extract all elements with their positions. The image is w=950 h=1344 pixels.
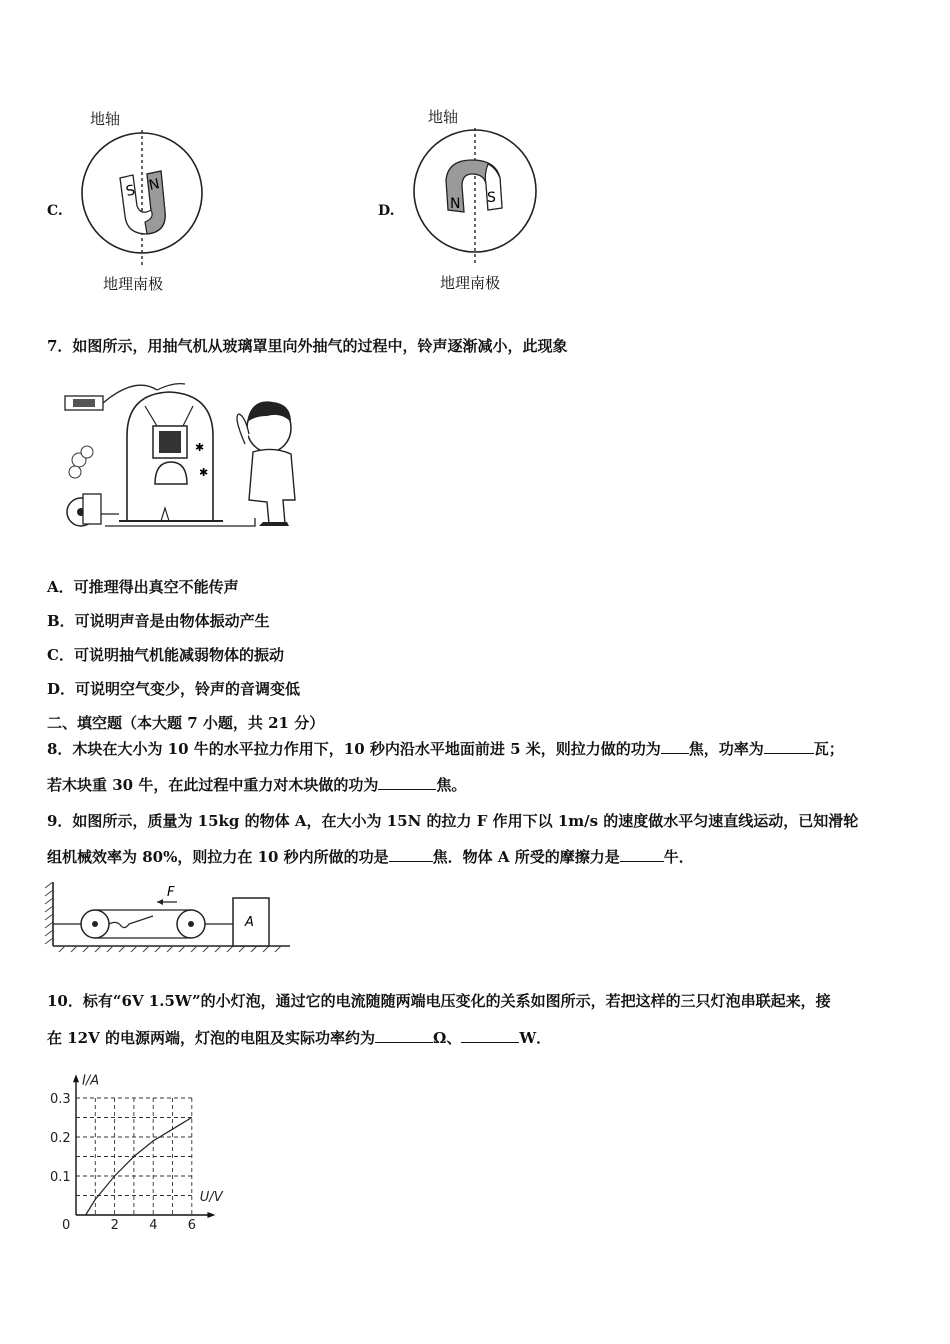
iu-chart bbox=[40, 1062, 250, 1232]
block-a-label: A bbox=[245, 915, 254, 930]
x-tick-label: 4 bbox=[149, 1218, 158, 1232]
option-c-globe-figure bbox=[75, 130, 215, 270]
q7-stem: 7．如图所示，用抽气机从玻璃罩里向外抽气的过程中，铃声逐渐减小，此现象 bbox=[47, 337, 568, 355]
section-2-heading: 二、填空题（本大题 7 小题，共 21 分） bbox=[47, 714, 325, 732]
x-axis-arrow bbox=[207, 1212, 215, 1218]
q9-blank-work bbox=[389, 847, 433, 862]
magnet-left-pole: N bbox=[450, 196, 461, 212]
x-tick-label: 6 bbox=[187, 1218, 197, 1232]
magnet-right-pole: N bbox=[147, 176, 162, 194]
q8-line-1: 8．木块在大小为 10 牛的水平拉力作用下，10 秒内沿水平地面前进 5 米，则拉力做的功为 焦，功率为 瓦； bbox=[47, 740, 844, 758]
q9-pulley-figure bbox=[45, 880, 295, 956]
x-axis-label: U/V bbox=[199, 1190, 223, 1205]
q8-blank-gravity-work bbox=[378, 775, 436, 790]
q7-option-a: A．可推理得出真空不能传声 bbox=[47, 578, 239, 596]
q10-blank-resistance bbox=[375, 1028, 433, 1043]
q10-line-1: 10．标有“6V 1.5W”的小灯泡，通过它的电流随随两端电压变化的关系如图所示，若把这样的三只灯泡串联起来，接 bbox=[47, 992, 831, 1010]
y-tick-label: 0.2 bbox=[50, 1131, 71, 1146]
magnet-left-pole: S bbox=[124, 182, 137, 200]
force-label: F bbox=[167, 885, 175, 900]
q7-option-c: C．可说明抽气机能减弱物体的振动 bbox=[47, 646, 284, 664]
q9-blank-friction bbox=[620, 847, 664, 862]
y-tick-label: 0.3 bbox=[50, 1092, 71, 1107]
q7-bell-jar-figure bbox=[45, 376, 300, 536]
q8-blank-power bbox=[764, 739, 814, 754]
x-tick-label: 0 bbox=[62, 1218, 71, 1232]
option-c-letter: C. bbox=[47, 203, 63, 219]
q7-option-d: D．可说明空气变少，铃声的音调变低 bbox=[47, 680, 301, 698]
option-d-axis-label: 地轴 bbox=[428, 108, 459, 126]
q7-option-b: B．可说明声音是由物体振动产生 bbox=[47, 612, 270, 630]
magnet-right-pole: S bbox=[487, 190, 496, 206]
y-axis-arrow bbox=[73, 1074, 79, 1082]
q9-line-1: 9．如图所示，质量为 15kg 的物体 A，在大小为 15N 的拉力 F 作用下以 1m/s 的速度做水平匀速直线运动，已知滑轮 bbox=[47, 812, 859, 830]
q10-line-2: 在 12V 的电源两端，灯泡的电阻及实际功率约为 Ω、 W． bbox=[47, 1029, 552, 1047]
x-tick-label: 2 bbox=[110, 1218, 119, 1232]
series-line bbox=[86, 1118, 192, 1216]
q9-line-2: 组机械效率为 80%，则拉力在 10 秒内所做的功是 焦．物体 A 所受的摩擦力是 牛． bbox=[47, 848, 694, 866]
option-d-globe-figure bbox=[408, 128, 548, 268]
svg-text:✱: ✱ bbox=[199, 466, 209, 479]
q10-blank-power bbox=[461, 1028, 519, 1043]
option-d-pole-label: 地理南极 bbox=[440, 274, 501, 292]
y-axis-label: I/A bbox=[82, 1073, 100, 1089]
svg-text:✱: ✱ bbox=[195, 441, 205, 454]
y-tick-label: 0.1 bbox=[50, 1170, 71, 1185]
q8-line-2: 若木块重 30 牛，在此过程中重力对木块做的功为 焦。 bbox=[47, 776, 467, 794]
option-d-letter: D. bbox=[378, 203, 395, 219]
q8-blank-work bbox=[661, 739, 689, 754]
option-c-pole-label: 地理南极 bbox=[103, 275, 164, 293]
option-c-axis-label: 地轴 bbox=[90, 110, 121, 128]
